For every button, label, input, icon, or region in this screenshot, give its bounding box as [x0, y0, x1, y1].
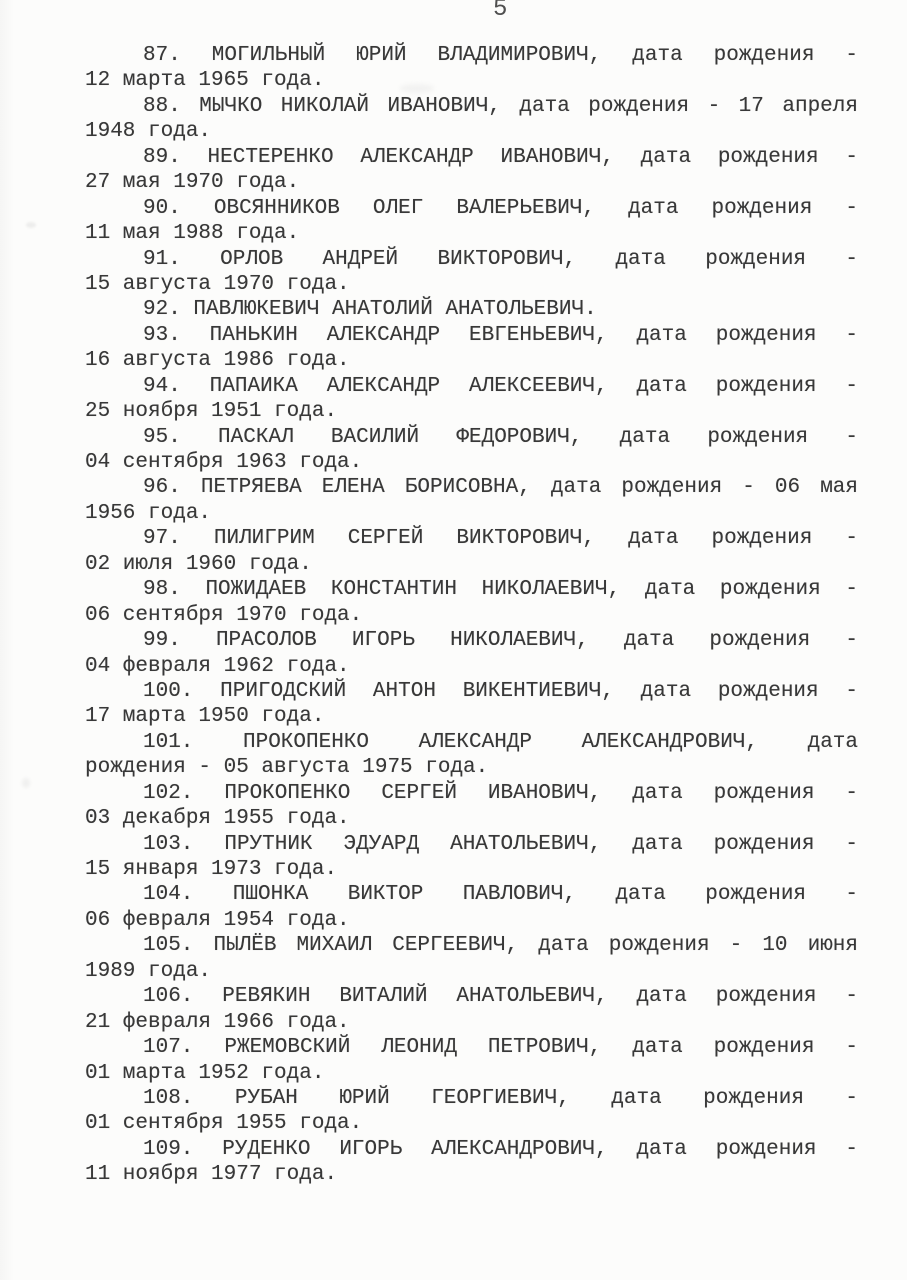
document-line: 96. ПЕТРЯЕВА ЕЛЕНА БОРИСОВНА, дата рождения - 06 мая — [143, 476, 858, 500]
document-line: 89. НЕСТЕРЕНКО АЛЕКСАНДР ИВАНОВИЧ, дата рождения - — [143, 145, 858, 169]
document-line: 01 сентября 1955 года. — [85, 1112, 363, 1136]
document-line: 04 февраля 1962 года. — [85, 654, 350, 678]
document-line: 106. РЕВЯКИН ВИТАЛИЙ АНАТОЛЬЕВИЧ, дата рождения - — [143, 985, 858, 1009]
scan-artifact — [26, 222, 36, 228]
document-line: 97. ПИЛИГРИМ СЕРГЕЙ ВИКТОРОВИЧ, дата рождения - — [143, 527, 858, 551]
document-line: 94. ПАПАИКА АЛЕКСАНДР АЛЕКСЕЕВИЧ, дата рождения - — [143, 374, 858, 398]
document-line: 15 августа 1970 года. — [85, 272, 350, 296]
document-line: 25 ноября 1951 года. — [85, 400, 338, 424]
document-line: 90. ОВСЯННИКОВ ОЛЕГ ВАЛЕРЬЕВИЧ, дата рождения - — [143, 196, 858, 220]
document-line: 103. ПРУТНИК ЭДУАРД АНАТОЛЬЕВИЧ, дата рождения - — [143, 832, 858, 856]
document-line: 16 августа 1986 года. — [85, 349, 350, 373]
document-line: 01 марта 1952 года. — [85, 1061, 325, 1085]
document-line: 109. РУДЕНКО ИГОРЬ АЛЕКСАНДРОВИЧ, дата рождения - — [143, 1137, 858, 1161]
document-line: рождения - 05 августа 1975 года. — [85, 756, 489, 780]
document-line: 21 февраля 1966 года. — [85, 1010, 350, 1034]
document-line: 99. ПРАСОЛОВ ИГОРЬ НИКОЛАЕВИЧ, дата рождения - — [143, 629, 858, 653]
document-line: 02 июля 1960 года. — [85, 552, 312, 576]
document-line: 17 марта 1950 года. — [85, 705, 325, 729]
document-line: 105. ПЫЛЁВ МИХАИЛ СЕРГЕЕВИЧ, дата рождения - 10 июня — [143, 934, 858, 958]
document-line: 11 мая 1988 года. — [85, 222, 300, 246]
document-line: 91. ОРЛОВ АНДРЕЙ ВИКТОРОВИЧ, дата рождения - — [143, 247, 858, 271]
document-line: 88. МЫЧКО НИКОЛАЙ ИВАНОВИЧ, дата рождения - 17 апреля — [143, 94, 858, 118]
document-line: 04 сентября 1963 года. — [85, 451, 363, 474]
document-line: 107. РЖЕМОВСКИЙ ЛЕОНИД ПЕТРОВИЧ, дата рождения - — [143, 1036, 858, 1060]
document-line: 101. ПРОКОПЕНКО АЛЕКСАНДР АЛЕКСАНДРОВИЧ, дата — [143, 730, 858, 754]
document-line: 11 ноября 1977 года. — [85, 1163, 338, 1187]
document-line: 104. ПШОНКА ВИКТОР ПАВЛОВИЧ, дата рождения - — [143, 883, 858, 907]
document-line: 1956 года. — [85, 501, 212, 525]
document-line: 98. ПОЖИДАЕВ КОНСТАНТИН НИКОЛАЕВИЧ, дата рождения - — [143, 578, 858, 602]
document-line: 03 декабря 1955 года. — [85, 807, 350, 831]
document-line: 12 марта 1965 года. — [85, 69, 325, 93]
document-line: 102. ПРОКОПЕНКО СЕРГЕЙ ИВАНОВИЧ, дата рождения - — [143, 781, 858, 805]
page-number: 5 — [493, 0, 508, 23]
scan-artifact — [22, 778, 30, 788]
document-line: 100. ПРИГОДСКИЙ АНТОН ВИКЕНТИЕВИЧ, дата рождения - — [143, 679, 858, 703]
document-line: 1989 года. — [85, 959, 212, 983]
document-body — [85, 43, 858, 1188]
document-line: 06 сентября 1970 года. — [85, 603, 363, 627]
document-line: 27 мая 1970 года. — [85, 171, 300, 195]
document-line: 108. РУБАН ЮРИЙ ГЕОРГИЕВИЧ, дата рождения - — [143, 1086, 858, 1110]
document-line: 1948 года. — [85, 120, 212, 144]
document-line: 93. ПАНЬКИН АЛЕКСАНДР ЕВГЕНЬЕВИЧ, дата рождения - — [143, 323, 858, 347]
document-line: 87. МОГИЛЬНЫЙ ЮРИЙ ВЛАДИМИРОВИЧ, дата рождения - — [143, 44, 858, 67]
document-line: 15 января 1973 года. — [85, 858, 338, 881]
document-line: 92. ПАВЛЮКЕВИЧ АНАТОЛИЙ АНАТОЛЬЕВИЧ. — [143, 298, 597, 322]
document-line: 95. ПАСКАЛ ВАСИЛИЙ ФЕДОРОВИЧ, дата рождения - — [143, 425, 858, 449]
document-line: 06 февраля 1954 года. — [85, 908, 350, 932]
